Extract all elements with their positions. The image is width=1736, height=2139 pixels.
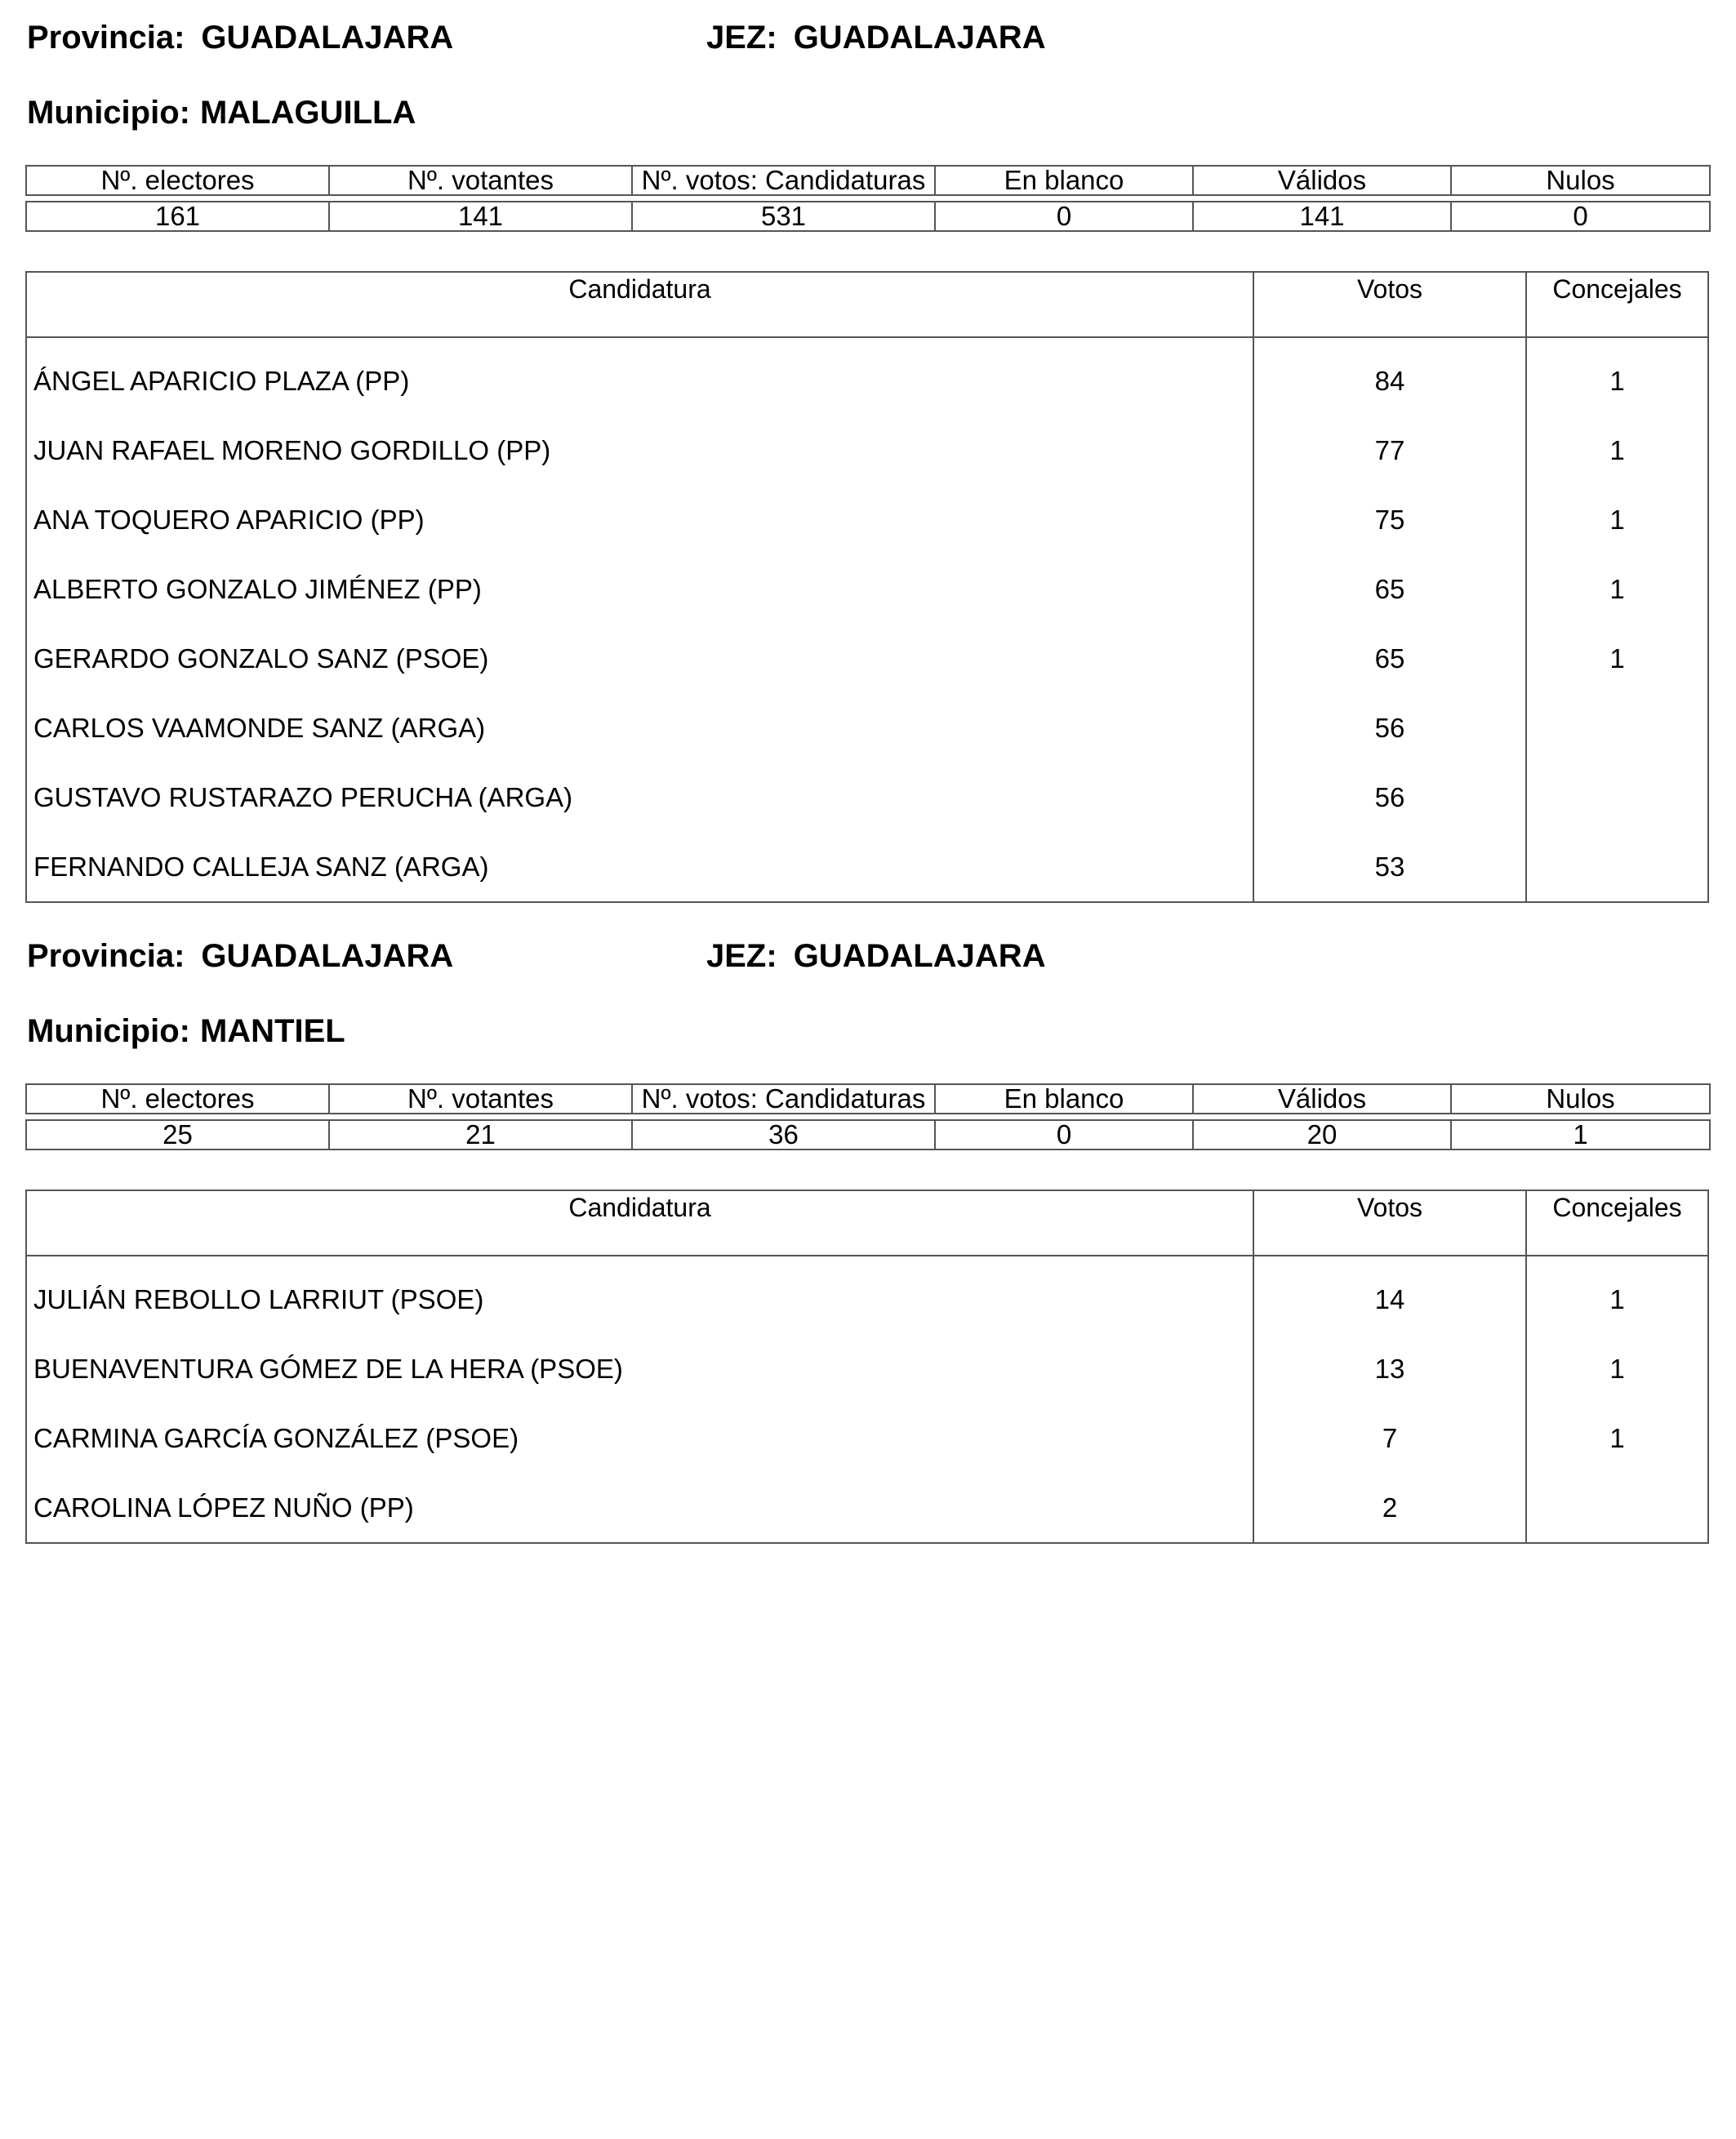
candidate-concejales: 1 (1609, 643, 1625, 674)
candidate-name: CAROLINA LÓPEZ NUÑO (PP) (33, 1492, 414, 1523)
candidate-concejales: 1 (1609, 1423, 1625, 1453)
header-votos: Votos (1254, 273, 1527, 336)
candidate-name: GERARDO GONZALO SANZ (PSOE) (33, 643, 489, 674)
municipio-label: Municipio: (27, 95, 190, 131)
municipio-section (25, 0, 1709, 898)
concejales-column (1527, 338, 1707, 901)
summary-header-row (26, 166, 1710, 195)
candidate-concejales (1527, 1473, 1707, 1542)
candidate-votos: 56 (1374, 713, 1405, 743)
votos-column (1254, 338, 1527, 901)
candidate-votos: 2 (1382, 1492, 1398, 1523)
value-electores: 161 (26, 202, 329, 231)
candidate-name: ANA TOQUERO APARICIO (PP) (33, 505, 425, 535)
summary-header-row (26, 1084, 1710, 1114)
header-en-blanco: En blanco (935, 166, 1193, 195)
value-votos-candidaturas: 36 (632, 1120, 935, 1150)
candidate-name: GUSTAVO RUSTARAZO PERUCHA (ARGA) (33, 782, 573, 812)
jez-line (706, 20, 1046, 56)
municipio-label: Municipio: (27, 1013, 190, 1049)
header-nulos: Nulos (1451, 166, 1710, 195)
candidates-table (25, 271, 1709, 903)
candidate-concejales (1527, 832, 1707, 901)
candidate-votos: 56 (1374, 782, 1405, 812)
header-votantes: Nº. votantes (329, 1084, 632, 1114)
jez-label: JEZ: (706, 20, 777, 56)
candidate-name: CARMINA GARCÍA GONZÁLEZ (PSOE) (33, 1423, 519, 1453)
candidate-votos: 84 (1374, 366, 1405, 396)
header-nulos: Nulos (1451, 1084, 1710, 1114)
provincia-label: Provincia: (27, 20, 185, 56)
header-electores: Nº. electores (26, 166, 329, 195)
candidate-votos: 7 (1382, 1423, 1398, 1453)
municipio-line (27, 1013, 345, 1049)
municipio-value: MALAGUILLA (199, 95, 416, 131)
candidates-table (25, 1190, 1709, 1544)
summary-table (25, 165, 1711, 232)
concejales-column (1527, 1256, 1707, 1542)
municipio-value: MANTIEL (199, 1013, 345, 1049)
jez-value: GUADALAJARA (793, 20, 1046, 56)
value-votantes: 21 (329, 1120, 632, 1150)
value-votantes: 141 (329, 202, 632, 231)
summary-value-row (26, 1120, 1710, 1150)
candidate-name: ÁNGEL APARICIO PLAZA (PP) (33, 366, 410, 396)
summary-value-row (26, 202, 1710, 231)
summary-table (25, 1083, 1711, 1150)
candidates-header-row (27, 273, 1707, 338)
candidate-votos: 53 (1374, 852, 1405, 882)
candidate-votos: 65 (1374, 574, 1405, 604)
header-candidatura: Candidatura (27, 273, 1254, 336)
candidate-concejales: 1 (1609, 1354, 1625, 1384)
candidate-concejales: 1 (1609, 366, 1625, 396)
value-validos: 141 (1193, 202, 1451, 231)
candidatura-column (27, 1256, 1254, 1542)
value-en-blanco: 0 (935, 1120, 1193, 1150)
candidate-name: ALBERTO GONZALO JIMÉNEZ (PP) (33, 574, 482, 604)
provincia-line (27, 938, 453, 974)
jez-label: JEZ: (706, 938, 777, 974)
header-votos-candidaturas: Nº. votos: Candidaturas (632, 1084, 935, 1114)
candidate-concejales: 1 (1609, 1284, 1625, 1314)
candidate-concejales: 1 (1609, 435, 1625, 465)
candidate-concejales: 1 (1609, 574, 1625, 604)
candidate-name: JUAN RAFAEL MORENO GORDILLO (PP) (33, 435, 551, 465)
candidate-concejales: 1 (1609, 505, 1625, 535)
candidatura-column (27, 338, 1254, 901)
header-concejales: Concejales (1552, 1193, 1682, 1222)
candidate-concejales (1527, 693, 1707, 763)
candidate-votos: 14 (1374, 1284, 1405, 1314)
municipio-line (27, 95, 416, 131)
header-validos: Válidos (1193, 166, 1451, 195)
jez-value: GUADALAJARA (793, 938, 1046, 974)
header-concejales: Concejales (1552, 274, 1682, 304)
jez-line (706, 938, 1046, 974)
candidate-votos: 65 (1374, 643, 1405, 674)
candidates-header-row (27, 1191, 1707, 1256)
provincia-value: GUADALAJARA (201, 938, 454, 974)
value-validos: 20 (1193, 1120, 1451, 1150)
candidate-name: JULIÁN REBOLLO LARRIUT (PSOE) (33, 1284, 484, 1314)
header-candidatura: Candidatura (27, 1191, 1254, 1255)
candidate-votos: 75 (1374, 505, 1405, 535)
candidate-votos: 77 (1374, 435, 1405, 465)
candidate-votos: 13 (1374, 1354, 1405, 1384)
candidate-name: CARLOS VAAMONDE SANZ (ARGA) (33, 713, 486, 743)
header-validos: Válidos (1193, 1084, 1451, 1114)
votos-column (1254, 1256, 1527, 1542)
provincia-value: GUADALAJARA (201, 20, 454, 56)
value-votos-candidaturas: 531 (632, 202, 935, 231)
header-electores: Nº. electores (26, 1084, 329, 1114)
candidate-name: FERNANDO CALLEJA SANZ (ARGA) (33, 852, 489, 882)
header-votos: Votos (1254, 1191, 1527, 1255)
provincia-label: Provincia: (27, 938, 185, 974)
header-en-blanco: En blanco (935, 1084, 1193, 1114)
municipio-section (25, 918, 1709, 1555)
value-nulos: 1 (1451, 1120, 1710, 1150)
value-nulos: 0 (1451, 202, 1710, 231)
provincia-line (27, 20, 453, 56)
value-electores: 25 (26, 1120, 329, 1150)
candidate-concejales (1527, 763, 1707, 832)
value-en-blanco: 0 (935, 202, 1193, 231)
header-votantes: Nº. votantes (329, 166, 632, 195)
header-votos-candidaturas: Nº. votos: Candidaturas (632, 166, 935, 195)
candidate-name: BUENAVENTURA GÓMEZ DE LA HERA (PSOE) (33, 1354, 623, 1384)
